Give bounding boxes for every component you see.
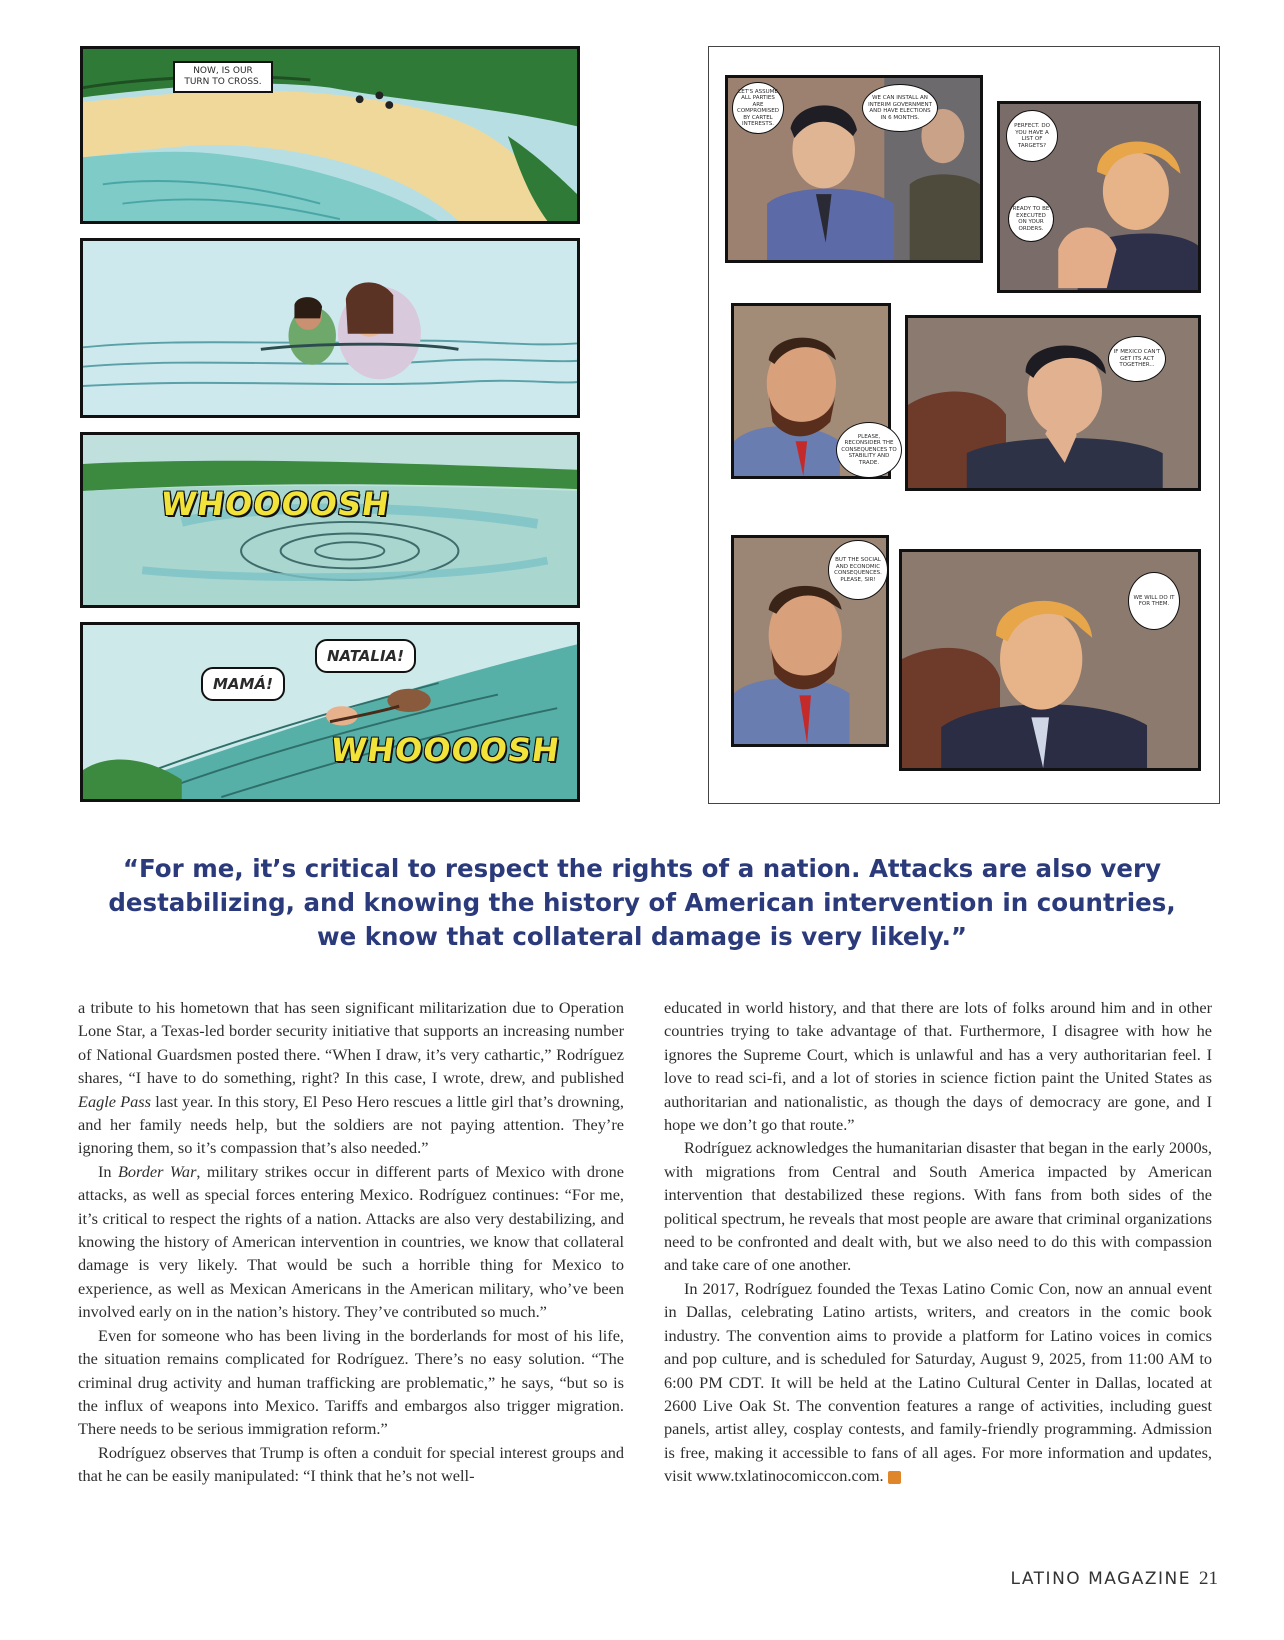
speech-bubble-7: BUT THE SOCIAL AND ECONOMIC CONSEQUENCES. PLEASE, SIR! [828, 540, 888, 600]
comic-panel-whirlpool [80, 432, 580, 608]
title-border-war: Border War [117, 1161, 197, 1181]
page-folio [1011, 1568, 1219, 1590]
mother-child-drawing [83, 241, 577, 415]
paragraph [78, 996, 624, 1160]
comic-panel-mother-child [80, 238, 580, 418]
speech-bubble-1: LET'S ASSUME ALL PARTIES ARE COMPROMISED BY CARTEL INTERESTS. [732, 82, 784, 134]
comic-panel-thinking-man [841, 315, 1201, 491]
speech-bubble-3: PERFECT. DO YOU HAVE A LIST OF TARGETS? [1006, 110, 1058, 162]
paragraph-text: a tribute to his hometown that has seen significant militarization due to Operation Lone Star, a Texas-led border security initiative that supports an increasing number of National Guardsmen posted there. “When I draw, it’s very cathartic,” Rodríguez shares, “I have to do something, right? In this case, I wrote, drew, and published [78, 998, 624, 1088]
paragraph: Even for someone who has been living in the borderlands for most of his life, the situation remains complicated for Rodríguez. There’s no easy solution. “The criminal drug activity and human trafficking are problematic,” he says, “but so is the influx of weapons into Mexico. Tariffs and embargos also trigger migration. There needs to be serious immigration reform.” [78, 1325, 624, 1439]
comic-panel-river-bank [80, 46, 580, 224]
speech-bubble-4: READY TO BE EXECUTED ON YOUR ORDERS. [1008, 196, 1054, 242]
paragraph-text: , military strikes occur in different parts of Mexico with drone attacks, as well as special forces entering Mexico. Rodríguez continues: “For me, it’s critical to respect the rights of a nation. Attacks are also very destabilizing, and knowing the history of American intervention in countries, we know that collateral damage is very likely. That would be such a horrible thing for Mexico to experience, as well as Mexican Americans in the American military, who’ve been involved early on in the nation’s history. They’ve contributed so much.” [78, 1161, 624, 1322]
article-column-left [78, 996, 624, 1488]
comic-panel-leader [997, 101, 1201, 293]
page-number: 21 [1199, 1568, 1218, 1589]
title-eagle-pass: Eagle Pass [78, 1091, 151, 1111]
paragraph-text: In [98, 1161, 118, 1181]
sound-effect-whoosh-2: WHOOOOSH [328, 731, 563, 769]
magazine-name: LATINO MAGAZINE [1010, 1569, 1191, 1589]
paragraph: Rodríguez observes that Trump is often a conduit for special interest groups and that he can be easily manipulated: “I think that he’s not well- [78, 1442, 624, 1486]
article-column-right [664, 996, 1212, 1488]
paragraph [664, 1277, 1212, 1488]
paragraph: Rodríguez acknowledges the humanitarian disaster that began in the early 2000s, with migrations from Central and South America impacted by American intervention that destabilized these regions. With fans from both sides of the political spectrum, he reveals that most people are aware that criminal organizations need to be confronted and dealt with, but we also need to do this with compassion and take care of one another. [664, 1138, 1212, 1275]
comic-panel-bearded-man-2 [731, 535, 889, 747]
paragraph-text: In 2017, Rodríguez founded the Texas Latino Comic Con, now an annual event in Dallas, celebrating Latino artists, writers, and creators in the comic book industry. The convention aims to provide a platform for Latino voices in comics and pop culture, and is scheduled for Saturday, August 9, 2025, from 11:00 AM to 6:00 PM CDT. It will be held at the Latino Cultural Center in Dallas, located at 2600 Live Oak St. The convention features a range of activities, including guest panels, artist alley, cosplay contests, and family-friendly programming. Admission is free, making it accessible to fans of all ages. For more information and updates, visit www.txlatinocomiccon.com. [664, 1278, 1212, 1486]
comic-panel-meeting [725, 75, 983, 263]
paragraph: educated in world history, and that there are lots of folks around him and in other countries trying to take advantage of that. Furthermore, I disagree with how he ignores the Supreme Court, which is unlawful and has a very authoritarian feel. I love to read sci-fi, and a lot of stories in science fiction paint the United States as authoritarian and nationalistic, as though the days of democracy are gone, and I hope we don’t go that route.” [664, 998, 1212, 1135]
sound-effect-whoosh: WHOOOOSH [158, 485, 393, 523]
comic-panel-current [80, 622, 580, 802]
paragraph [78, 1160, 624, 1324]
speech-bubble-2: WE CAN INSTALL AN INTERIM GOVERNMENT AND HAVE ELECTIONS IN 6 MONTHS. [862, 84, 938, 132]
comic-caption: NOW, IS OUR TURN TO CROSS. [173, 61, 273, 93]
end-mark-icon: L [888, 1471, 901, 1484]
pull-quote: “For me, it’s critical to respect the rights of a nation. Attacks are also very destabilizing, and knowing the history of American intervention in countries, we know that collateral damage is very likely.” [108, 854, 1176, 951]
speech-bubble-8: WE WILL DO IT FOR THEM. [1128, 572, 1180, 630]
speech-balloon-mama: MAMÁ! [201, 667, 285, 701]
speech-balloon-natalia: NATALIA! [315, 639, 416, 673]
paragraph-text: last year. In this story, El Peso Hero rescues a little girl that’s drowning, and her family needs help, but the soldiers are not paying attention. They’re ignoring them, so it’s compassion that’s also needed.” [78, 1091, 624, 1158]
speech-bubble-6: PLEASE, RECONSIDER THE CONSEQUENCES TO STABILITY AND TRADE. [836, 422, 902, 478]
comic-panel-leader-2 [899, 549, 1201, 771]
speech-bubble-5: IF MEXICO CAN'T GET ITS ACT TOGETHER... [1108, 336, 1166, 382]
river-bank-drawing [83, 49, 577, 221]
comic-page-right [708, 46, 1220, 804]
